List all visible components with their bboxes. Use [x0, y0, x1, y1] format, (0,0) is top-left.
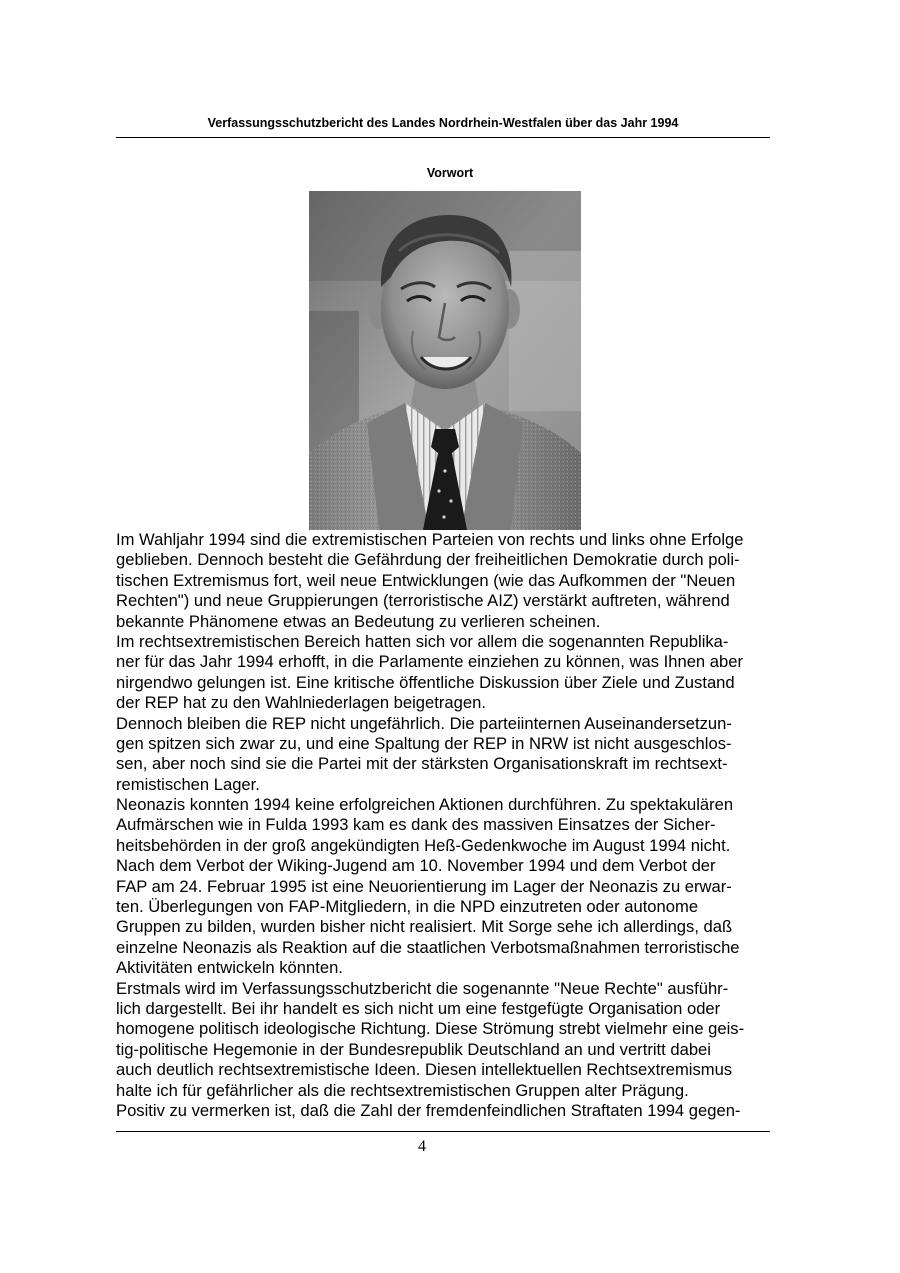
body-line: sen, aber noch sind sie die Partei mit der stärksten Organisationskraft im rechtsext- — [116, 754, 728, 774]
body-line: auch deutlich rechtsextremistische Ideen. Diesen intellektuellen Rechtsextremismus — [116, 1060, 733, 1080]
body-line: heitsbehörden in der groß angekündigten Heß-Gedenkwoche im August 1994 nicht. — [116, 835, 731, 855]
body-line: ner für das Jahr 1994 erhofft, in die Parlamente einziehen zu können, was Ihnen aber — [116, 652, 743, 672]
body-line: Dennoch bleiben die REP nicht ungefährlich. Die parteiinternen Auseinandersetzun- — [116, 713, 732, 733]
section-title: Vorwort — [426, 166, 474, 180]
running-header: Verfassungsschutzbericht des Landes Nordrhein-Westfalen über das Jahr 1994 — [207, 116, 679, 130]
page-number: 4 — [418, 1138, 426, 1155]
body-line: Rechten") und neue Gruppierungen (terroristische AIZ) verstärkt auftreten, während — [116, 591, 730, 611]
body-line: der REP hat zu den Wahlniederlagen beigetragen. — [116, 693, 486, 713]
body-line: nirgendwo gelungen ist. Eine kritische öffentliche Diskussion über Ziele und Zustand — [116, 672, 735, 692]
body-line: tischen Extremismus fort, weil neue Entwicklungen (wie das Aufkommen der "Neuen — [116, 570, 736, 590]
footer-rule — [116, 1131, 770, 1132]
body-line: Neonazis konnten 1994 keine erfolgreichen Aktionen durchführen. Zu spektakulären — [116, 795, 734, 815]
body-line: Erstmals wird im Verfassungsschutzbericht die sogenannte "Neue Rechte" ausführ- — [116, 978, 729, 998]
body-line: einzelne Neonazis als Reaktion auf die staatlichen Verbotsmaßnahmen terroristische — [116, 937, 740, 957]
portrait-photo-icon — [309, 191, 581, 530]
body-line: Im Wahljahr 1994 sind die extremistischen Parteien von rechts und links ohne Erfolge — [116, 530, 744, 549]
body-line: Gruppen zu bilden, wurden bisher nicht realisiert. Mit Sorge sehe ich allerdings, daß — [116, 917, 733, 937]
body-line: gen spitzen sich zwar zu, und eine Spaltung der REP in NRW ist nicht ausgeschlos- — [116, 733, 732, 753]
body-line: tig-politische Hegemonie in der Bundesrepublik Deutschland an und vertritt dabei — [116, 1039, 711, 1059]
body-line: homogene politisch ideologische Richtung. Diese Strömung strebt vielmehr eine geis- — [116, 1019, 745, 1039]
body-line: Im rechtsextremistischen Bereich hatten sich vor allem die sogenannten Republika- — [116, 631, 729, 651]
header-rule — [116, 137, 770, 138]
body-line: geblieben. Dennoch besteht die Gefährdung der freiheitlichen Demokratie durch poli- — [116, 550, 740, 570]
body-line: halte ich für gefährlicher als die rechtsextremistischen Gruppen alter Prägung. — [116, 1080, 689, 1100]
body-line: FAP am 24. Februar 1995 ist eine Neuorientierung im Lager der Neonazis zu erwar- — [116, 876, 732, 896]
body-line: Nach dem Verbot der Wiking-Jugend am 10. November 1994 und dem Verbot der — [116, 856, 716, 876]
body-line: Positiv zu vermerken ist, daß die Zahl der fremdenfeindlichen Straftaten 1994 gegen- — [116, 1100, 741, 1120]
body-line: bekannte Phänomene etwas an Bedeutung zu verlieren scheinen. — [116, 611, 601, 631]
body-line: remistischen Lager. — [116, 774, 260, 794]
body-line: ten. Überlegungen von FAP-Mitgliedern, in die NPD einzutreten oder autonome — [116, 897, 699, 917]
body-line: lich dargestellt. Bei ihr handelt es sich nicht um eine festgefügte Organisation oder — [116, 998, 721, 1018]
body-line: Aktivitäten entwickeln könnten. — [116, 958, 343, 978]
preface-body — [116, 530, 788, 1121]
body-line: Aufmärschen wie in Fulda 1993 kam es dank des massiven Einsatzes der Sicher- — [116, 815, 716, 835]
